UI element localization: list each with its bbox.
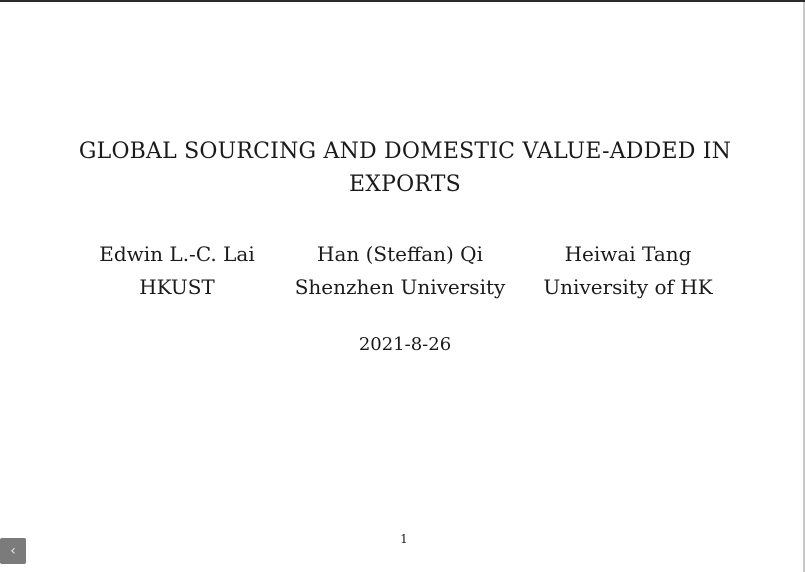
author-name: Edwin L.-C. Lai: [99, 242, 255, 266]
presentation-date: 2021-8-26: [358, 334, 452, 355]
page-number: 1: [400, 532, 408, 546]
slide-page: [0, 2, 803, 572]
author-name: Han (Steffan) Qi: [317, 242, 483, 266]
author-block-qi: [290, 238, 510, 304]
author-affiliation: University of HK: [543, 275, 713, 299]
previous-page-button[interactable]: [0, 538, 26, 564]
author-name: Heiwai Tang: [564, 242, 692, 266]
author-affiliation: Shenzhen University: [294, 275, 506, 299]
slide-title: GLOBAL SOURCING AND DOMESTIC VALUE-ADDED IN EXPORTS: [78, 139, 732, 197]
author-affiliation: HKUST: [139, 275, 215, 299]
author-block-tang: [528, 238, 728, 304]
author-block-lai: [77, 238, 277, 304]
chevron-left-icon: ‹: [10, 543, 16, 559]
